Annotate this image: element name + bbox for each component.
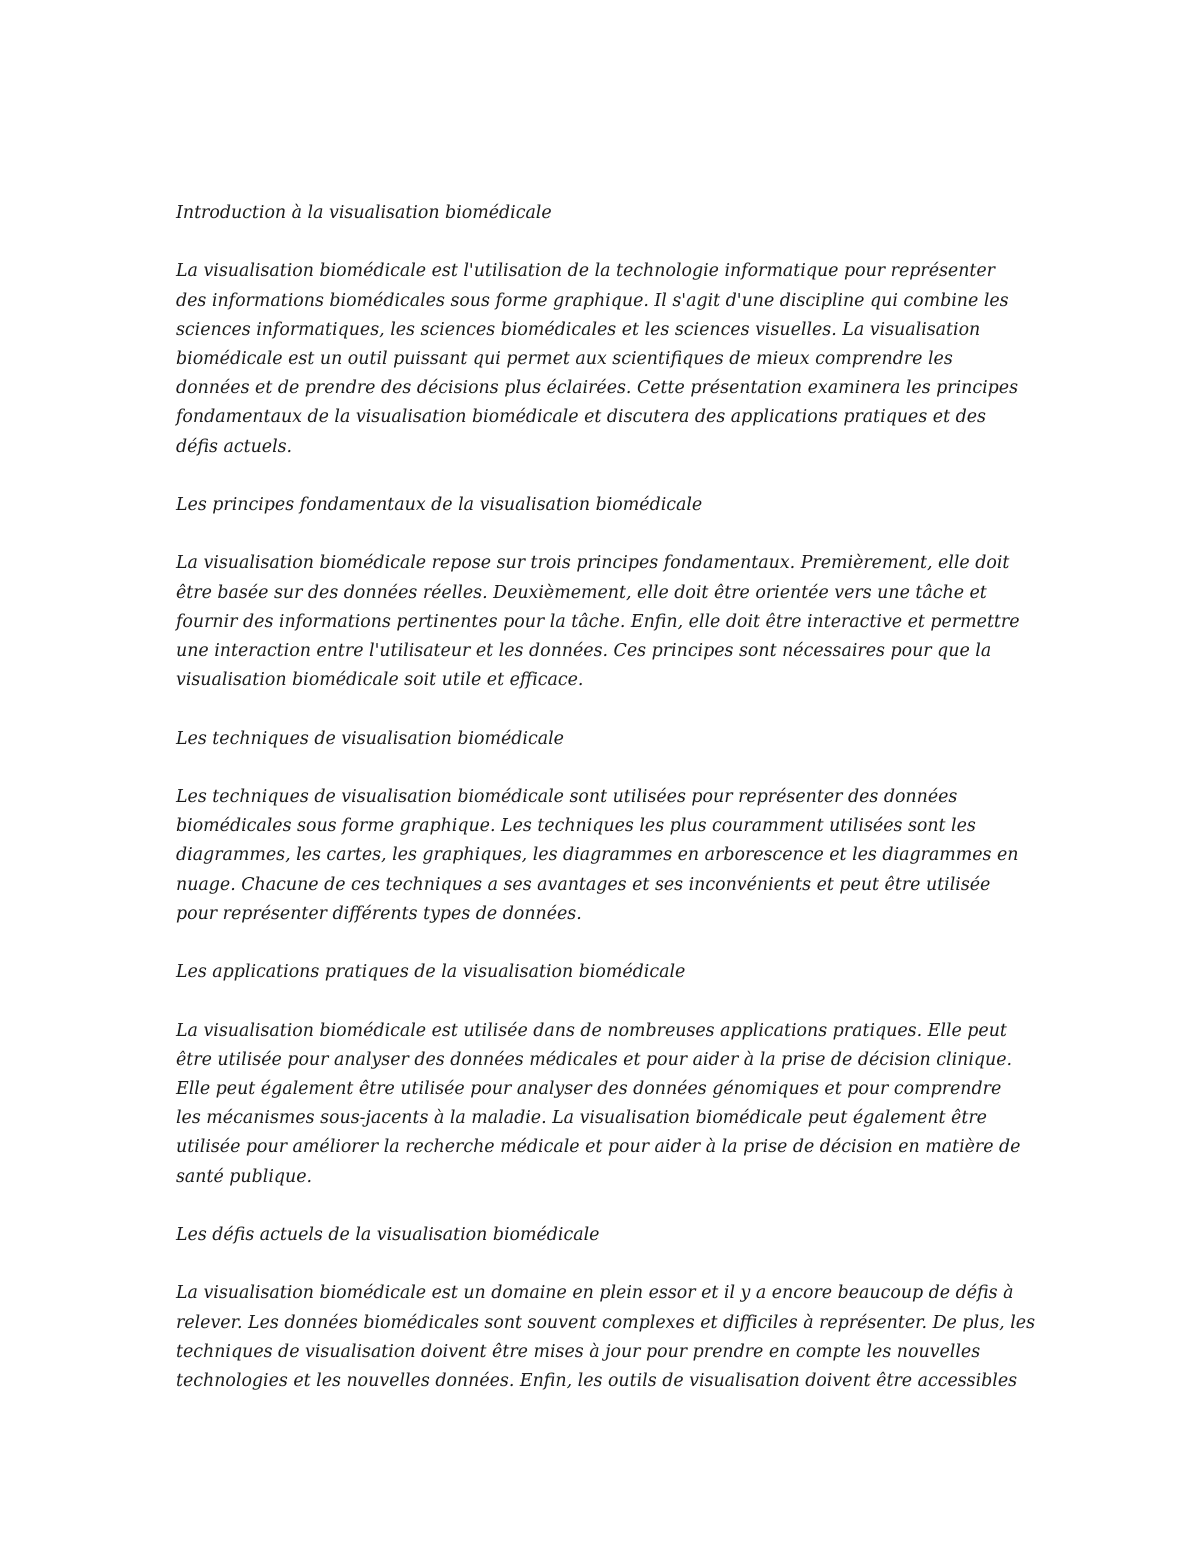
paragraph-line: La visualisation biomédicale est un domaine en plein essor et il y a encore beaucoup de défis à	[176, 1283, 1014, 1304]
section-paragraph	[176, 1279, 1036, 1396]
section-paragraph	[176, 257, 1036, 461]
section-paragraph	[176, 549, 1036, 695]
paragraph-line: biomédicale est un outil puissant qui permet aux scientifiques de mieux comprendre les	[176, 349, 953, 369]
paragraph-line: technologies et les nouvelles données. Enfin, les outils de visualisation doivent être accessibles	[176, 1370, 1018, 1391]
section-paragraph	[176, 783, 1036, 929]
paragraph-line: santé publique.	[176, 1166, 313, 1187]
paragraph-line: diagrammes, les cartes, les graphiques, les diagrammes en arborescence et les diagrammes en	[176, 845, 1019, 866]
section-applications	[176, 958, 1036, 1192]
paragraph-line: être basée sur des données réelles. Deuxièmement, elle doit être orientée vers une tâche et	[176, 582, 987, 603]
paragraph-line: utilisée pour améliorer la recherche médicale et pour aider à la prise de décision en matière de	[176, 1137, 1021, 1158]
paragraph-line: pour représenter différents types de données.	[176, 903, 582, 924]
paragraph-line: visualisation biomédicale soit utile et efficace.	[176, 670, 584, 691]
section-heading: Les principes fondamentaux de la visualisation biomédicale	[176, 495, 703, 515]
paragraph-line: Elle peut également être utilisée pour analyser des données génomiques et pour comprendre	[176, 1078, 1002, 1099]
paragraph-line: relever. Les données biomédicales sont souvent complexes et difficiles à représenter. De plus, les	[176, 1312, 1036, 1333]
paragraph-line: les mécanismes sous-jacents à la maladie. La visualisation biomédicale peut également être	[176, 1108, 987, 1129]
section-heading: Les défis actuels de la visualisation biomédicale	[176, 1224, 600, 1245]
paragraph-line: La visualisation biomédicale est utilisée dans de nombreuses applications pratiques. Elle peut	[176, 1020, 1007, 1041]
paragraph-line: La visualisation biomédicale repose sur trois principes fondamentaux. Premièrement, elle doit	[176, 553, 1010, 574]
paragraph-line: une interaction entre l'utilisateur et les données. Ces principes sont nécessaires pour que la	[176, 641, 992, 661]
paragraph-line: être utilisée pour analyser des données médicales et pour aider à la prise de décision clinique.	[176, 1049, 1013, 1070]
paragraph-line: La visualisation biomédicale est l'utilisation de la technologie informatique pour représenter	[176, 261, 995, 282]
section-paragraph	[176, 1017, 1036, 1192]
document-body	[176, 199, 1036, 1425]
section-heading: Les techniques de visualisation biomédicale	[176, 728, 564, 749]
paragraph-line: des informations biomédicales sous forme graphique. Il s'agit d'une discipline qui combine les	[176, 290, 1009, 311]
section-challenges	[176, 1221, 1036, 1396]
paragraph-line: fournir des informations pertinentes pour la tâche. Enfin, elle doit être interactive et permettre	[176, 611, 1020, 632]
paragraph-line: Les techniques de visualisation biomédicale sont utilisées pour représenter des données	[176, 786, 958, 807]
paragraph-line: techniques de visualisation doivent être mises à jour pour prendre en compte les nouvelles	[176, 1341, 981, 1362]
section-introduction	[176, 199, 1036, 462]
paragraph-line: sciences informatiques, les sciences biomédicales et les sciences visuelles. La visualisation	[176, 319, 981, 340]
section-principles	[176, 491, 1036, 695]
paragraph-line: défis actuels.	[176, 436, 293, 457]
section-heading: Introduction à la visualisation biomédicale	[176, 203, 552, 223]
section-heading: Les applications pratiques de la visualisation biomédicale	[176, 962, 686, 983]
paragraph-line: nuage. Chacune de ces techniques a ses avantages et ses inconvénients et peut être utilisée	[176, 874, 991, 895]
section-techniques	[176, 725, 1036, 929]
paragraph-line: fondamentaux de la visualisation biomédicale et discutera des applications pratiques et des	[176, 407, 986, 428]
paragraph-line: biomédicales sous forme graphique. Les techniques les plus couramment utilisées sont les	[176, 816, 976, 837]
paragraph-line: données et de prendre des décisions plus éclairées. Cette présentation examinera les principes	[176, 378, 1019, 399]
